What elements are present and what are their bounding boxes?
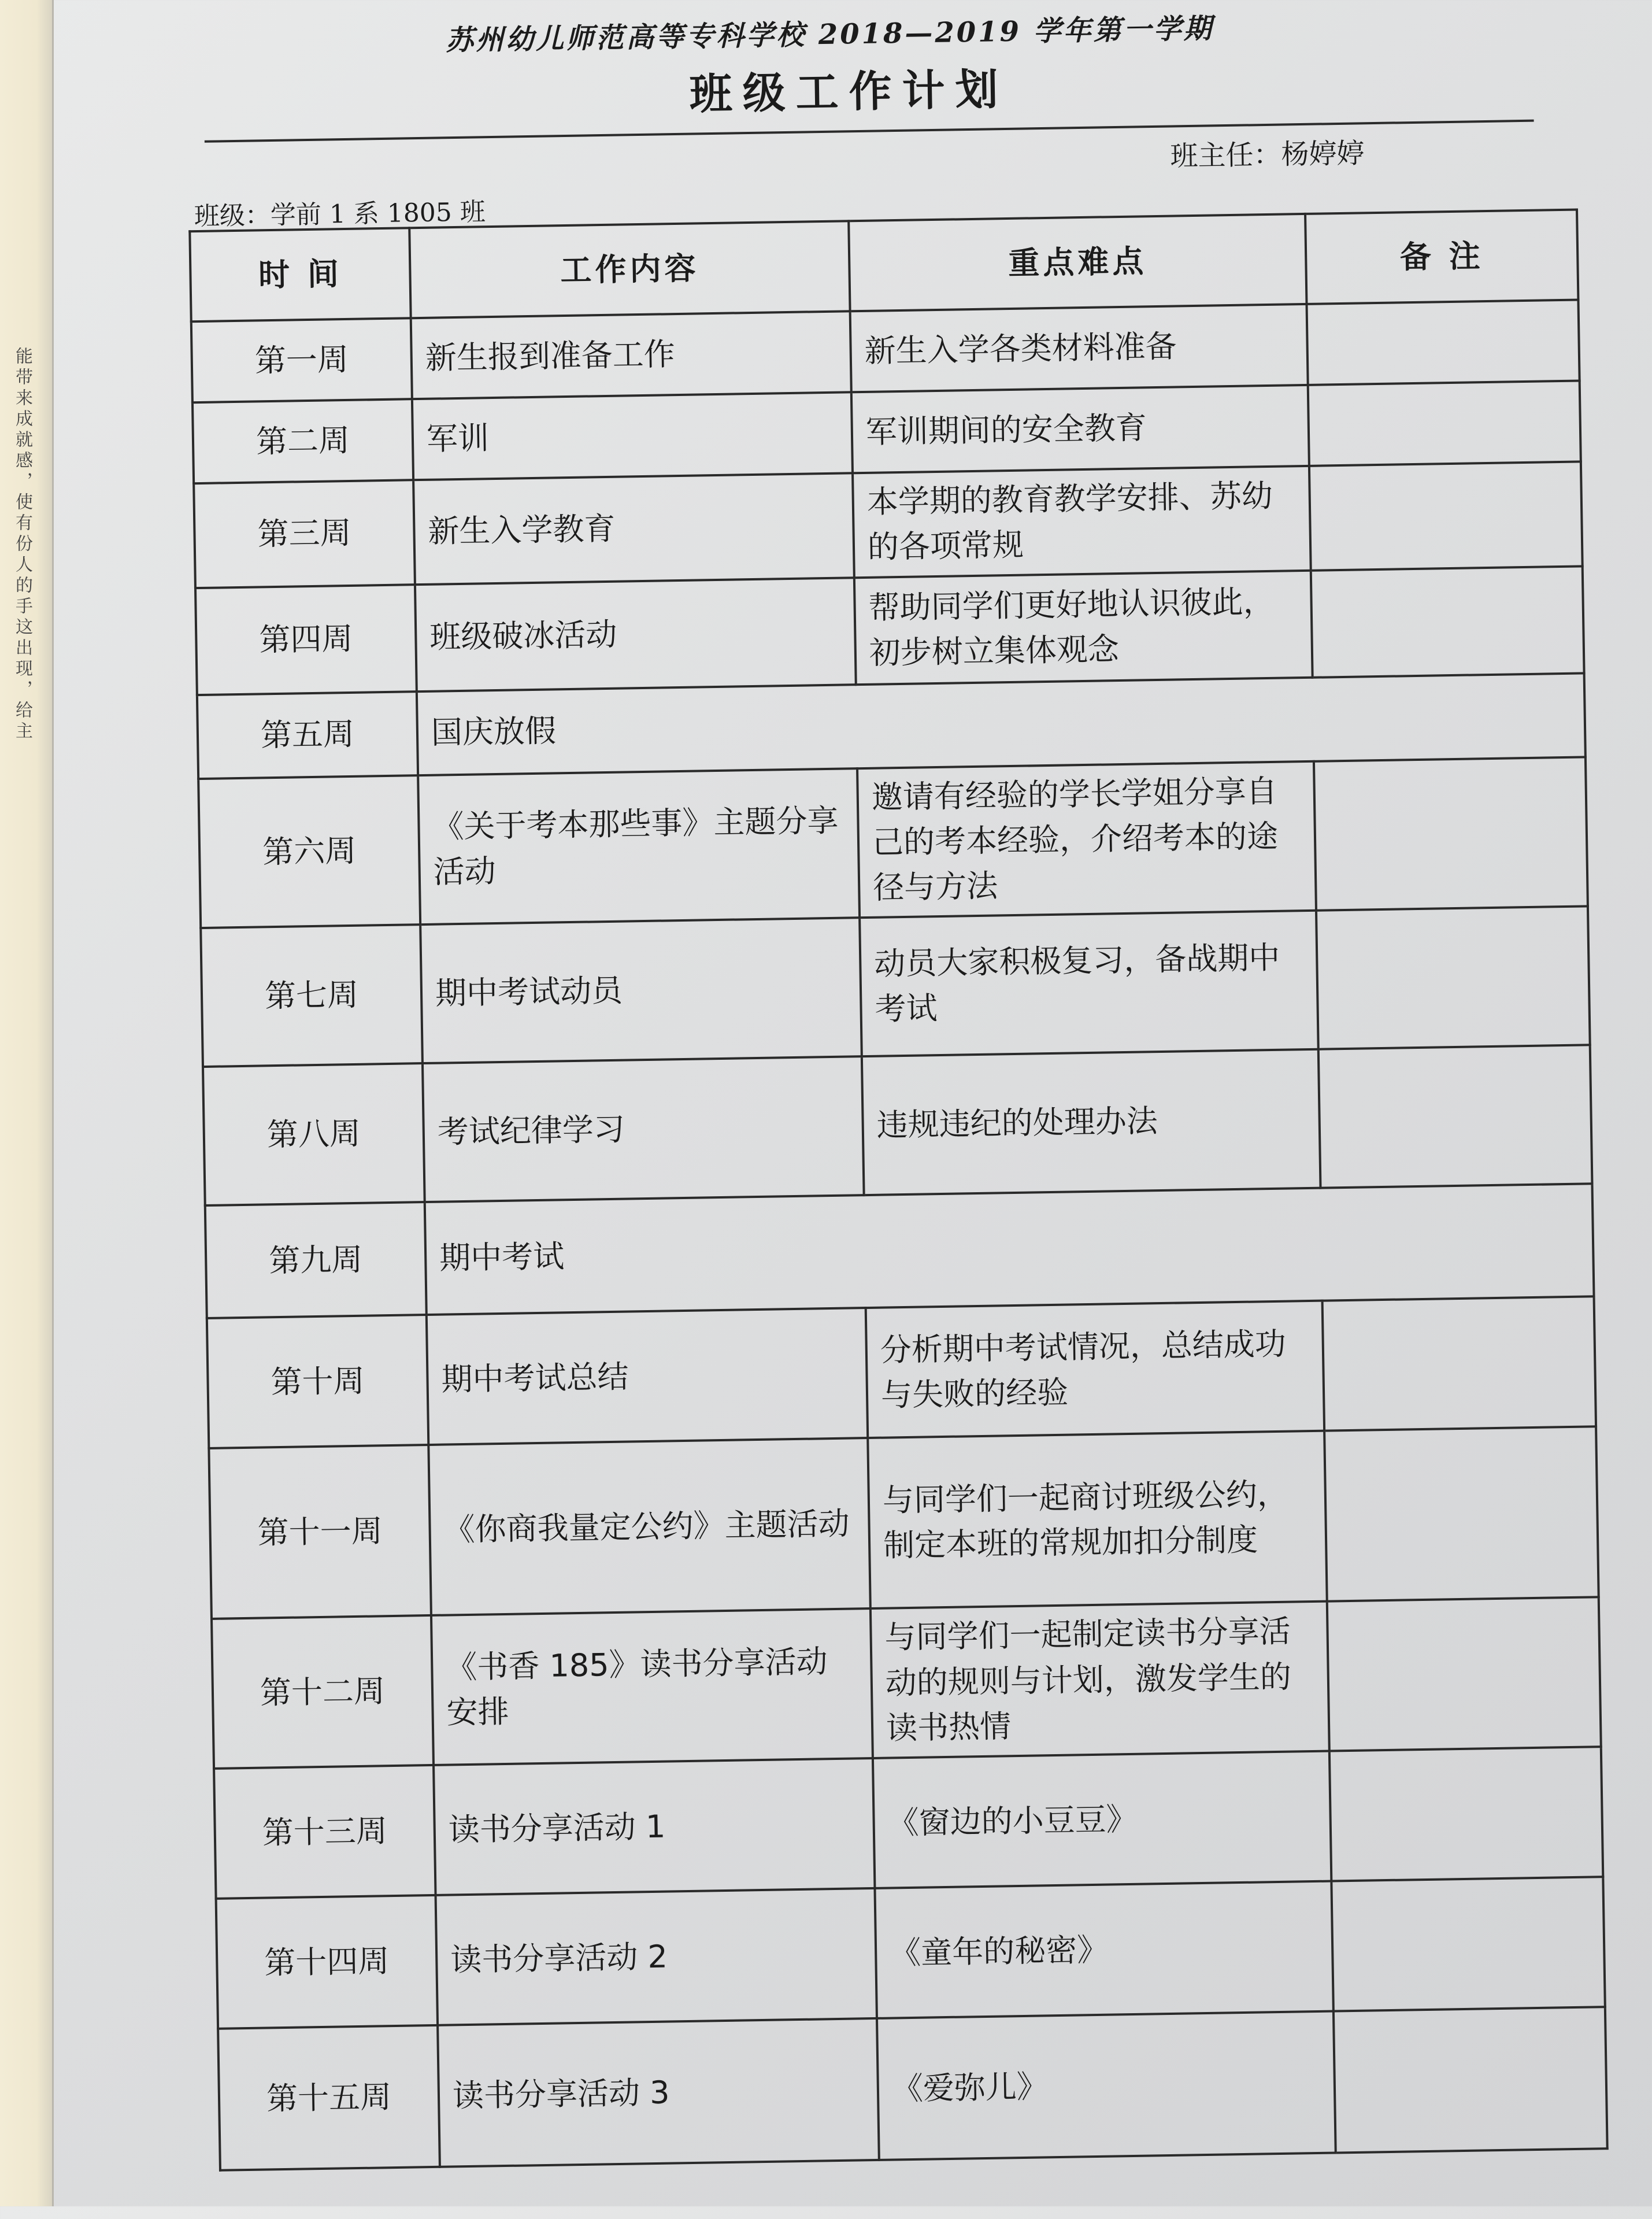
row-focus: 邀请有经验的学长学姐分享自己的考本经验，介绍考本的途径与方法 (857, 761, 1316, 918)
row-week: 第一周 (191, 318, 412, 402)
school-name-line: 苏州幼儿师范高等专科学校 2018—2019 学年第一学期 (445, 12, 1214, 57)
row-week: 第八周 (203, 1064, 425, 1206)
row-focus: 违规违纪的处理办法 (862, 1049, 1321, 1195)
row-focus: 军训期间的安全教育 (851, 385, 1309, 473)
row-note (1314, 757, 1588, 911)
row-content: 新生报到准备工作 (411, 311, 851, 399)
row-note (1324, 1427, 1599, 1602)
row-focus: 《爱弥儿》 (877, 2011, 1336, 2160)
row-week: 第十五周 (218, 2025, 440, 2170)
row-note (1309, 461, 1583, 570)
row-week: 第十周 (207, 1315, 428, 1449)
teacher-label: 班主任：杨婷婷 (1170, 137, 1365, 173)
row-week: 第十二周 (212, 1615, 434, 1769)
row-note (1316, 907, 1590, 1049)
row-focus: 动员大家积极复习，备战期中考试 (860, 911, 1318, 1056)
row-week: 第四周 (195, 585, 417, 695)
row-note (1311, 566, 1584, 677)
row-content: 读书分享活动 3 (438, 2018, 879, 2167)
row-content: 班级破冰活动 (415, 578, 856, 691)
row-content: 考试纪律学习 (423, 1057, 864, 1203)
row-focus: 与同学们一起制定读书分享活动的规则与计划，激发学生的读书热情 (871, 1602, 1329, 1758)
row-focus: 《童年的秘密》 (875, 1881, 1333, 2018)
row-week: 第六周 (198, 775, 420, 929)
row-content: 读书分享活动 1 (434, 1758, 875, 1895)
page-title: 班级工作计划 (689, 64, 1009, 120)
row-week: 第十一周 (209, 1445, 431, 1619)
table-row (207, 1297, 1596, 1449)
adjacent-page-text: 能带来成就感，使有份人的手这出现，给主 (12, 347, 32, 742)
work-plan-table (188, 208, 1608, 2172)
table-row (203, 1045, 1592, 1206)
table-row (209, 1427, 1598, 1619)
row-focus: 与同学们一起商讨班级公约，制定本班的常规加扣分制度 (868, 1431, 1327, 1608)
table-row (212, 1597, 1601, 1769)
row-note (1307, 300, 1580, 385)
row-week: 第三周 (194, 480, 415, 588)
row-content: 期中考试动员 (420, 918, 862, 1064)
row-content: 期中考试总结 (427, 1308, 868, 1445)
row-content: 《关于考本那些事》主题分享活动 (418, 768, 860, 925)
row-week: 第七周 (201, 925, 423, 1067)
table-row (198, 757, 1588, 929)
row-focus: 《窗边的小豆豆》 (873, 1751, 1331, 1888)
table-row (218, 2007, 1607, 2171)
row-note (1318, 1045, 1592, 1188)
row-note (1327, 1597, 1601, 1751)
row-content: 《书香 185》读书分享活动安排 (431, 1609, 873, 1766)
row-week: 第十三周 (214, 1765, 435, 1899)
table-row (195, 566, 1584, 695)
row-content: 新生入学教育 (413, 473, 854, 585)
table-row (205, 1184, 1594, 1319)
row-week: 第五周 (197, 691, 418, 779)
row-week: 第十四周 (216, 1895, 438, 2029)
header-note: 备 注 (1305, 210, 1578, 304)
row-note (1308, 380, 1581, 465)
row-note (1323, 1297, 1596, 1431)
row-week: 第九周 (205, 1203, 427, 1319)
table-row (214, 1747, 1603, 1899)
row-focus: 分析期中考试情况，总结成功与失败的经验 (866, 1301, 1324, 1438)
table-row (201, 907, 1590, 1067)
row-content: 读书分享活动 2 (436, 1888, 877, 2025)
row-content: 《你商我量定公约》主题活动 (428, 1438, 871, 1616)
row-note (1334, 2007, 1607, 2153)
row-content: 军训 (412, 392, 853, 480)
row-focus: 帮助同学们更好地认识彼此，初步树立集体观念 (854, 570, 1313, 684)
row-note (1331, 1877, 1605, 2011)
document-sheet (40, 0, 1652, 2219)
row-focus: 新生入学各类材料准备 (850, 304, 1308, 392)
class-label: 班级：学前 1 系 1805 班 (194, 197, 486, 232)
row-content: 期中考试 (425, 1184, 1594, 1315)
row-week: 第二周 (192, 399, 413, 483)
table-row (216, 1877, 1605, 2029)
header-content: 工作内容 (409, 221, 850, 318)
row-focus: 本学期的教育教学安排、苏幼的各项常规 (853, 466, 1311, 578)
header-focus: 重点难点 (849, 214, 1306, 311)
row-content: 国庆放假 (417, 673, 1586, 775)
header-time: 时 间 (190, 228, 410, 321)
row-note (1329, 1747, 1603, 1881)
